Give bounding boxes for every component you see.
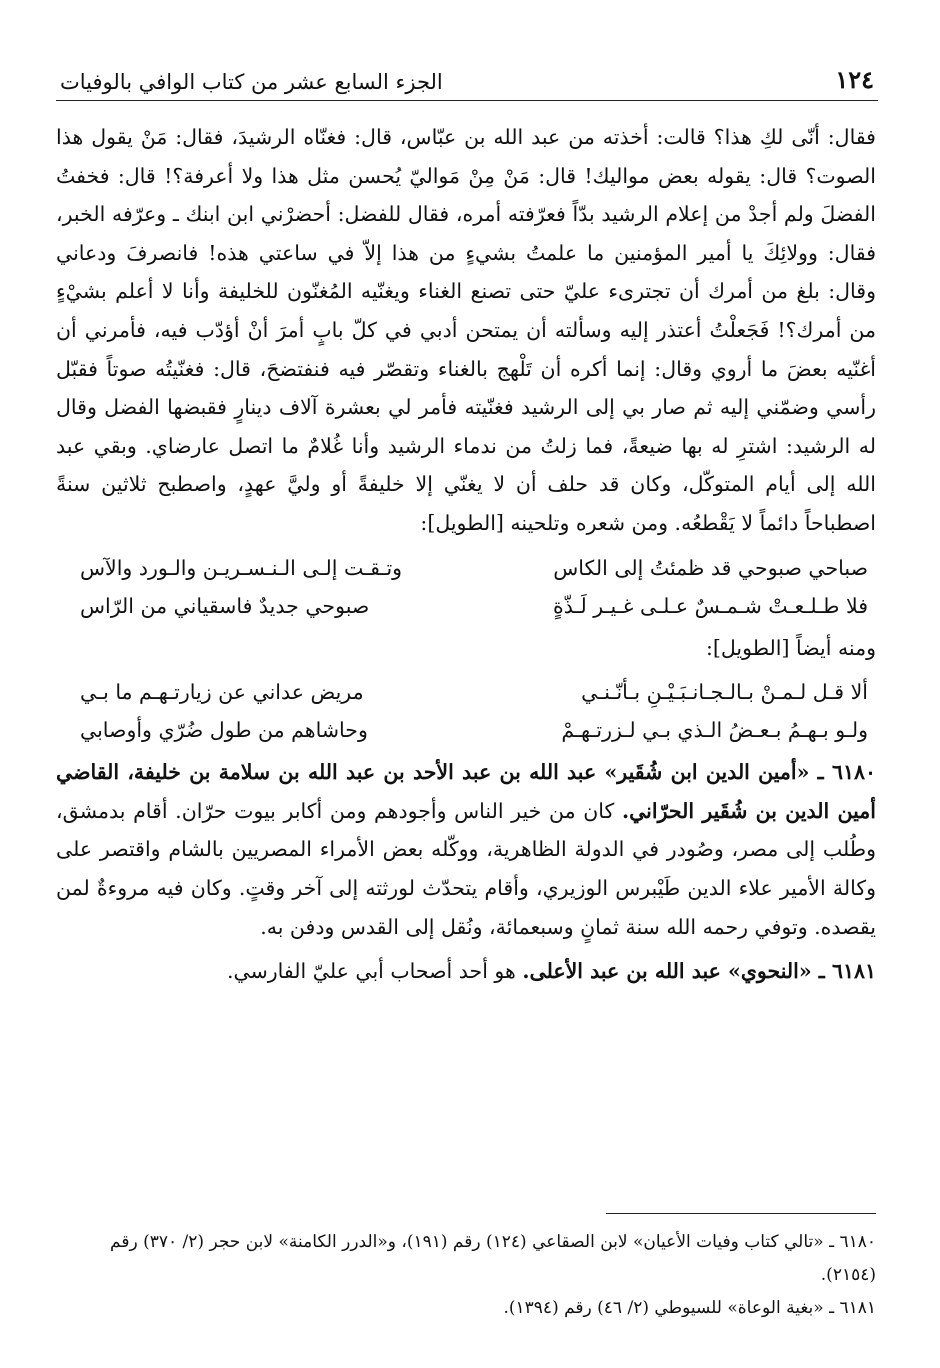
poem-block-2	[56, 673, 876, 749]
entry-6180	[56, 753, 876, 946]
verse-line	[56, 549, 876, 587]
narrative-paragraph: فقال: أنّى لكِ هذا؟ قالت: أخذته من عبد الله بن عبّاس، قال: فغنّاه الرشيدَ، فقال: مَنْ يقول هذا الصوت؟ قال: يقوله بعض مواليك! قال: مَنْ مِنْ مَواليّ يُحسن مثل هذا ولا أعرفة؟! قال: فخفتُ الفضلَ ولم أجدْ من إعلام الرشيد بدّاً فعرّفته أمره، فقال للفضل: أحضرْني ابن ابنك ـ وعرّفه الخبر، فقال: وولائِكَ يا أمير المؤمنين ما علمتُ بشيءٍ من هذا إلاّ في ساعتي هذه! فانصرفَ ودعاني وقال: بلغ من أمرك أن تجترىء عليّ حتى تصنع الغناء ويغنّيه المُغنّون للخليفة وأنا لا أعلم بشيْءٍ من أمرك؟! فَجَعلْتُ أعتذر إليه وسألته أن يمتحن أدبي في كلّ بابٍ أمرَ أنْ أؤدّب فيه، فأمرني أن أغنّيه بعضَ ما أروي وقال: إنما أكره أن تَلْهج بالغناء وتقصّر فيه فنفتضحَ، قال: فغنّيتُه صوتاً فقبّل رأسي وضمّني إليه ثم صار بي إلى الرشيد فغنّيته فأمر لي بعشرة آلاف دينارٍ فقبضها الفضل وقال له الرشيد: اشترِ له بها ضيعةً، فما زلتُ من ندماء الرشيد وأنا غُلامٌ ما اتصل عارضاي. وبقي عبد الله إلى أيام المتوكّل، وكان قد حلف أن لا يغنّي إلا خليفةً أو وليَّ عهدٍ، واصطبح ثلاثين سنةً اصطباحاً دائماً لا يَقْطعُه. ومن شعره وتلحينه [الطويل]:	[56, 125, 876, 535]
poem-intro: ومنه أيضاً [الطويل]:	[706, 635, 876, 660]
verse-line	[56, 587, 876, 625]
verse-line	[56, 673, 876, 711]
verse-second-hemistich: صبوحي جديدٌ فاسقياني من الرّاس	[80, 593, 370, 618]
entry-6180-title: ٦١٨٠ ـ «أمين الدين ابن شُقَير» عبد الله بن عبد الأحد بن عبد الله بن سلامة بن خليفة، القاضي أمين الدين بن شُقَير الحرّاني.	[56, 760, 876, 823]
verse-first-hemistich: فلا طـلـعـتْ شـمـسٌ عـلـى غـيـر لَـذّةٍ	[552, 593, 868, 618]
poem-block-1	[56, 549, 876, 625]
entry-6181-text: هو أحد أصحاب أبي عليّ الفارسي.	[226, 959, 516, 984]
verse-line	[56, 711, 876, 749]
page-header	[60, 52, 874, 94]
page-number: ١٢٤	[835, 65, 874, 94]
footnote-6181: ٦١٨١ ـ «بغية الوعاة» للسيوطي (٢/ ٤٦) رقم (١٣٩٤).	[503, 1298, 876, 1318]
entry-6181-title: ٦١٨١ ـ «النحوي» عبد الله بن عبد الأعلى.	[522, 959, 876, 984]
verse-second-hemistich: مريض عداني عن زيارتـهـم ما بـي	[80, 680, 364, 705]
verse-first-hemistich: صباحي صبوحي قد ظمئتُ إلى الكاس	[553, 555, 868, 580]
verse-first-hemistich: ولـو بـهـمُ بـعـضُ الـذي بـي لـزرتـهـمْ	[561, 718, 868, 743]
verse-second-hemistich: وحاشاهم من طول ضُرّي وأوصابي	[80, 718, 368, 743]
entry-6181	[56, 952, 876, 991]
entry-6180-text: كان من خير الناس وأجودهم ومن أكابر بيوت حرّان. أقام بدمشق، وطُلب إلى مصر، وصُودر في الدولة الظاهرية، ووكّله بعض الأمراء المصريين بالشام واقتصر على وكالة الأمير علاء الدين طَيْبرس الوزيري، وأقام يتحدّث لورثته إلى آخر وقتٍ. وكان فيه مروءةٌ لمن يقصده. وتوفي رحمه الله سنة ثمانٍ وسبعمائة، ونُقل إلى القدس ودفن به.	[56, 798, 876, 939]
footnotes	[56, 1226, 876, 1325]
footnote-6180: ٦١٨٠ ـ «تالي كتاب وفيات الأعيان» لابن الصقاعي (١٢٤) رقم (١٩١)، و«الدرر الكامنة» لابن حجر (٢/ ٣٧٠) رقم (٢١٥٤).	[110, 1232, 876, 1285]
verse-first-hemistich: ألا قـل لـمـنْ بـالـجـانـبَـيْـنِ بـأنّـنـي	[581, 680, 868, 705]
main-text	[56, 118, 876, 991]
running-title: الجزء السابع عشر من كتاب الوافي بالوفيات	[60, 70, 443, 94]
verse-second-hemistich: وتـقـت إلـى الـنـسـريـن والـورد والآس	[80, 555, 403, 580]
footnote-rule	[606, 1213, 876, 1214]
header-rule	[56, 100, 878, 101]
